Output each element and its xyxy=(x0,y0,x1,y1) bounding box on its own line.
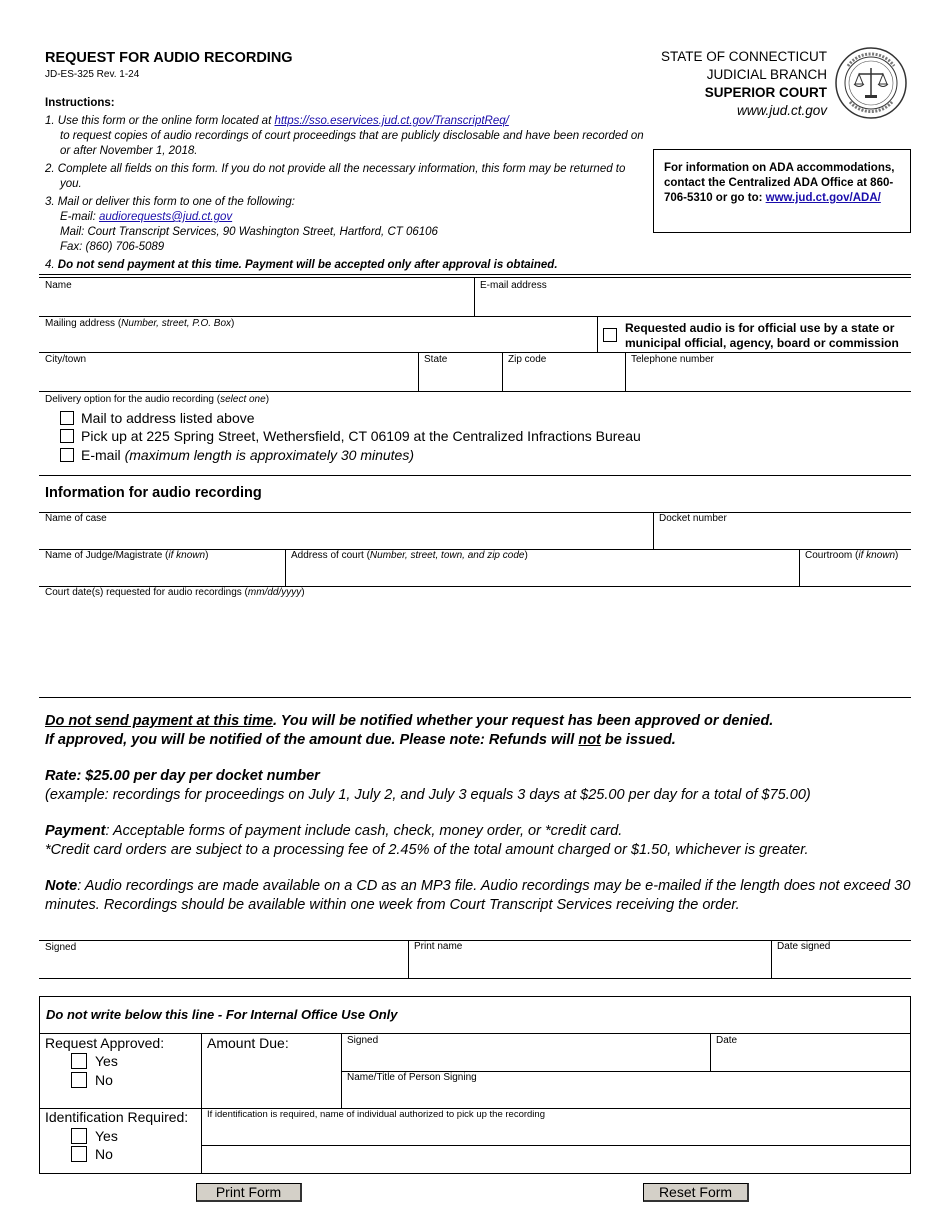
name-field[interactable] xyxy=(40,291,473,315)
docket-field[interactable] xyxy=(655,525,910,548)
mailing-address-field[interactable] xyxy=(40,330,596,352)
delivery-email-text: E-mail xyxy=(81,447,125,463)
approved-yes-option[interactable] xyxy=(71,1053,118,1069)
id-required-label: Identification Required: xyxy=(45,1109,189,1125)
id-yes-checkbox[interactable] xyxy=(71,1128,87,1144)
form-number: JD-ES-325 Rev. 1-24 xyxy=(45,69,140,80)
request-approved-label: Request Approved: xyxy=(45,1035,165,1051)
payment-info xyxy=(45,822,925,859)
court-dates-text: Court date(s) requested for audio recordings ( xyxy=(45,587,248,598)
state-label: State xyxy=(424,354,448,365)
delivery-email-hint: (maximum length is approximately 30 minutes) xyxy=(124,447,415,463)
instruction-4-text: Do not send payment at this time. Payment will be accepted only after approval is obtained. xyxy=(57,259,558,271)
name-title-label: Name/Title of Person Signing xyxy=(347,1072,477,1083)
zip-label: Zip code xyxy=(508,354,547,365)
delivery-mail-label: Mail to address listed above xyxy=(81,410,255,426)
courtroom-text: Courtroom ( xyxy=(805,550,859,561)
approved-no-checkbox[interactable] xyxy=(71,1072,87,1088)
payment-label: Payment xyxy=(45,823,106,839)
id-yes-label: Yes xyxy=(95,1128,118,1144)
note-info xyxy=(45,877,925,914)
delivery-pickup-label: Pick up at 225 Spring Street, Wethersfield, CT 06109 at the Centralized Infractions Bureau xyxy=(81,428,641,444)
judge-hint: if known xyxy=(168,550,206,561)
row-line xyxy=(39,512,911,513)
case-name-field[interactable] xyxy=(40,525,652,548)
instruction-4-num: 4. xyxy=(45,259,58,271)
approved-yes-checkbox[interactable] xyxy=(71,1053,87,1069)
row-line xyxy=(39,475,911,476)
email-label: E-mail address xyxy=(480,280,547,291)
courtroom-field[interactable] xyxy=(801,562,910,585)
ada-text: For information on ADA accommodations, contact the Centralized ADA Office at 860-706-5310 or go to: xyxy=(664,162,895,204)
courtroom-hint: if known xyxy=(858,550,896,561)
approved-no-option[interactable] xyxy=(71,1072,113,1088)
fax-number: Fax: (860) 706-5089 xyxy=(60,241,165,253)
divider xyxy=(474,278,475,316)
date-signed-field[interactable] xyxy=(773,953,910,977)
docket-label: Docket number xyxy=(659,513,727,524)
branch-name: JUDICIAL BRANCH xyxy=(706,67,827,82)
official-use-label: Requested audio is for official use by a state or municipal official, agency, board or commission xyxy=(625,321,899,350)
note-label: Note xyxy=(45,878,78,894)
website: www.jud.ct.gov xyxy=(736,103,827,118)
id-name-label: If identification is required, name of individual authorized to pick up the recording xyxy=(207,1109,545,1120)
divider xyxy=(408,940,409,978)
state-field[interactable] xyxy=(420,366,501,390)
credit-card-note: *Credit card orders are subject to a processing fee of 2.45% of the total amount charged or $1.50, whichever is greater. xyxy=(45,841,809,858)
online-form-link[interactable]: https://sso.eservices.jud.ct.gov/TranscriptReq/ xyxy=(274,115,509,127)
judge-text: Name of Judge/Magistrate ( xyxy=(45,550,169,561)
id-yes-option[interactable] xyxy=(71,1128,118,1144)
office-signed-field[interactable] xyxy=(343,1047,709,1070)
office-date-label: Date xyxy=(716,1035,738,1046)
delivery-option-mail[interactable] xyxy=(60,410,255,426)
divider xyxy=(653,512,654,549)
delivery-label: Delivery option for the audio recording (select one) xyxy=(45,394,270,405)
office-use-box xyxy=(39,996,911,1174)
rate-label: Rate xyxy=(45,768,77,784)
delivery-pickup-checkbox[interactable] xyxy=(60,429,74,443)
name-label: Name xyxy=(45,280,72,291)
id-no-option[interactable] xyxy=(71,1146,113,1162)
instruction-3-text: 3. Mail or deliver this form to one of the following: xyxy=(45,196,295,208)
court-name: SUPERIOR COURT xyxy=(704,85,827,100)
office-date-field[interactable] xyxy=(712,1047,909,1070)
row-line xyxy=(201,1145,910,1146)
date-signed-label: Date signed xyxy=(777,941,831,952)
delivery-label-text: Delivery option for the audio recording ( xyxy=(45,394,221,405)
divider xyxy=(418,352,419,391)
mailing-address-hint: Number, street, P.O. Box xyxy=(121,318,232,329)
instruction-2: 2. Complete all fields on this form. If you do not provide all the necessary information, this form may be returned to you. xyxy=(45,163,626,190)
section-divider xyxy=(39,274,911,278)
delivery-option-pickup[interactable] xyxy=(60,428,641,444)
court-address-hint: Number, street, town, and zip code xyxy=(369,550,525,561)
signed-label: Signed xyxy=(45,942,77,953)
judge-label: Name of Judge/Magistrate (if known) xyxy=(45,550,209,561)
print-name-field[interactable] xyxy=(410,953,770,977)
court-dates-label: Court date(s) requested for audio recordings (mm/dd/yyyy) xyxy=(45,587,305,598)
instruction-1-text: 1. Use this form or the online form located at xyxy=(45,115,275,127)
payment-text: : Acceptable forms of payment include cash, check, money order, or *credit card. xyxy=(105,823,623,839)
state-name: STATE OF CONNECTICUT xyxy=(661,49,827,64)
instructions xyxy=(45,96,645,276)
office-signed-label: Signed xyxy=(347,1035,379,1046)
court-address-text: Address of court ( xyxy=(291,550,370,561)
telephone-label: Telephone number xyxy=(631,354,714,365)
court-address-field[interactable] xyxy=(287,562,798,585)
reset-form-button[interactable]: Reset Form xyxy=(643,1183,749,1202)
amount-due-text: If approved, you will be notified of the amount due xyxy=(45,731,392,748)
divider xyxy=(201,1033,202,1174)
approved-no-label: No xyxy=(95,1072,113,1088)
payment-notes xyxy=(45,712,925,932)
delivery-email-checkbox[interactable] xyxy=(60,448,74,462)
mail-address: Mail: Court Transcript Services, 90 Washington Street, Hartford, CT 06106 xyxy=(60,226,438,238)
id-no-label: No xyxy=(95,1146,113,1162)
notify-text: . You will be notified whether your request has been approved or denied. xyxy=(273,713,774,729)
row-line xyxy=(39,316,911,317)
courtroom-label: Courtroom (if known) xyxy=(805,550,899,561)
instruction-1-rest: to request copies of audio recordings of court proceedings that are publicly disclosable and have been recorded on or after November 1, 2018. xyxy=(60,130,644,157)
row-line xyxy=(39,978,911,979)
form-title: REQUEST FOR AUDIO RECORDING xyxy=(45,50,293,66)
judge-field[interactable] xyxy=(40,562,284,585)
row-line xyxy=(39,352,911,353)
refund-end-text: be issued. xyxy=(600,731,676,748)
recording-section-heading: Information for audio recording xyxy=(45,485,262,501)
divider xyxy=(625,352,626,391)
delivery-option-email[interactable] xyxy=(60,447,414,463)
court-dates-field[interactable] xyxy=(40,600,910,696)
refund-text: . Please note: Refunds will xyxy=(391,731,579,748)
email-field[interactable] xyxy=(476,291,910,315)
no-payment-text: Do not send payment at this time xyxy=(45,713,273,729)
delivery-hint: select one xyxy=(220,394,266,405)
mailing-address-text: Mailing address ( xyxy=(45,318,122,329)
ada-link[interactable]: www.jud.ct.gov/ADA/ xyxy=(765,192,881,204)
connecticut-judicial-seal-icon xyxy=(834,46,908,120)
case-name-label: Name of case xyxy=(45,513,107,524)
telephone-field[interactable] xyxy=(627,366,910,390)
agency-block xyxy=(661,48,827,120)
office-use-heading: Do not write below this line - For Internal Office Use Only xyxy=(46,1007,398,1022)
signature-field[interactable] xyxy=(40,953,407,977)
amount-due-label: Amount Due: xyxy=(207,1035,289,1051)
payment-warning xyxy=(45,712,925,749)
approved-yes-label: Yes xyxy=(95,1053,118,1069)
rate-info xyxy=(45,767,925,804)
id-name-field[interactable] xyxy=(203,1121,909,1144)
zip-field[interactable] xyxy=(504,366,624,390)
court-address-label: Address of court (Number, street, town, and zip code) xyxy=(291,550,528,561)
city-label: City/town xyxy=(45,354,87,365)
city-field[interactable] xyxy=(40,366,417,390)
delivery-email-label xyxy=(81,447,414,463)
name-title-field[interactable] xyxy=(343,1084,909,1107)
audio-requests-email-link[interactable]: audiorequests@jud.ct.gov xyxy=(98,211,233,223)
divider xyxy=(710,1033,711,1071)
rate-example: (example: recordings for proceedings on July 1, July 2, and July 3 equals 3 days at $25.00 per day for a total of $75.00) xyxy=(45,786,811,803)
email-label: E-mail: xyxy=(60,211,99,223)
divider xyxy=(502,352,503,391)
row-line xyxy=(40,1033,910,1034)
delivery-mail-checkbox[interactable] xyxy=(60,411,74,425)
instruction-4 xyxy=(45,258,645,273)
divider xyxy=(799,549,800,586)
print-name-label: Print name xyxy=(414,941,463,952)
note-text: : Audio recordings are made available on a CD as an MP3 file. Audio recordings may be e-mailed if the length does not exceed 30 minutes. Recordings should be available within one week from Court Transcript Services receiving the order. xyxy=(45,878,911,913)
instruction-1 xyxy=(45,114,645,159)
divider xyxy=(285,549,286,586)
amount-due-field[interactable] xyxy=(203,1053,340,1105)
court-dates-hint: mm/dd/yyyy xyxy=(247,587,302,598)
divider xyxy=(771,940,772,978)
divider xyxy=(597,316,598,352)
official-use-checkbox[interactable] xyxy=(603,328,617,342)
instruction-3 xyxy=(45,195,645,255)
rate-value: : $25.00 per day per docket number xyxy=(76,768,320,784)
mailing-address-label: Mailing address (Number, street, P.O. Box) xyxy=(45,318,235,329)
row-line xyxy=(39,697,911,698)
id-no-checkbox[interactable] xyxy=(71,1146,87,1162)
refund-not-text: not xyxy=(578,731,601,748)
ada-info-box xyxy=(653,149,911,233)
print-form-button[interactable]: Print Form xyxy=(196,1183,302,1202)
row-line xyxy=(39,391,911,392)
instructions-heading: Instructions: xyxy=(45,97,115,109)
